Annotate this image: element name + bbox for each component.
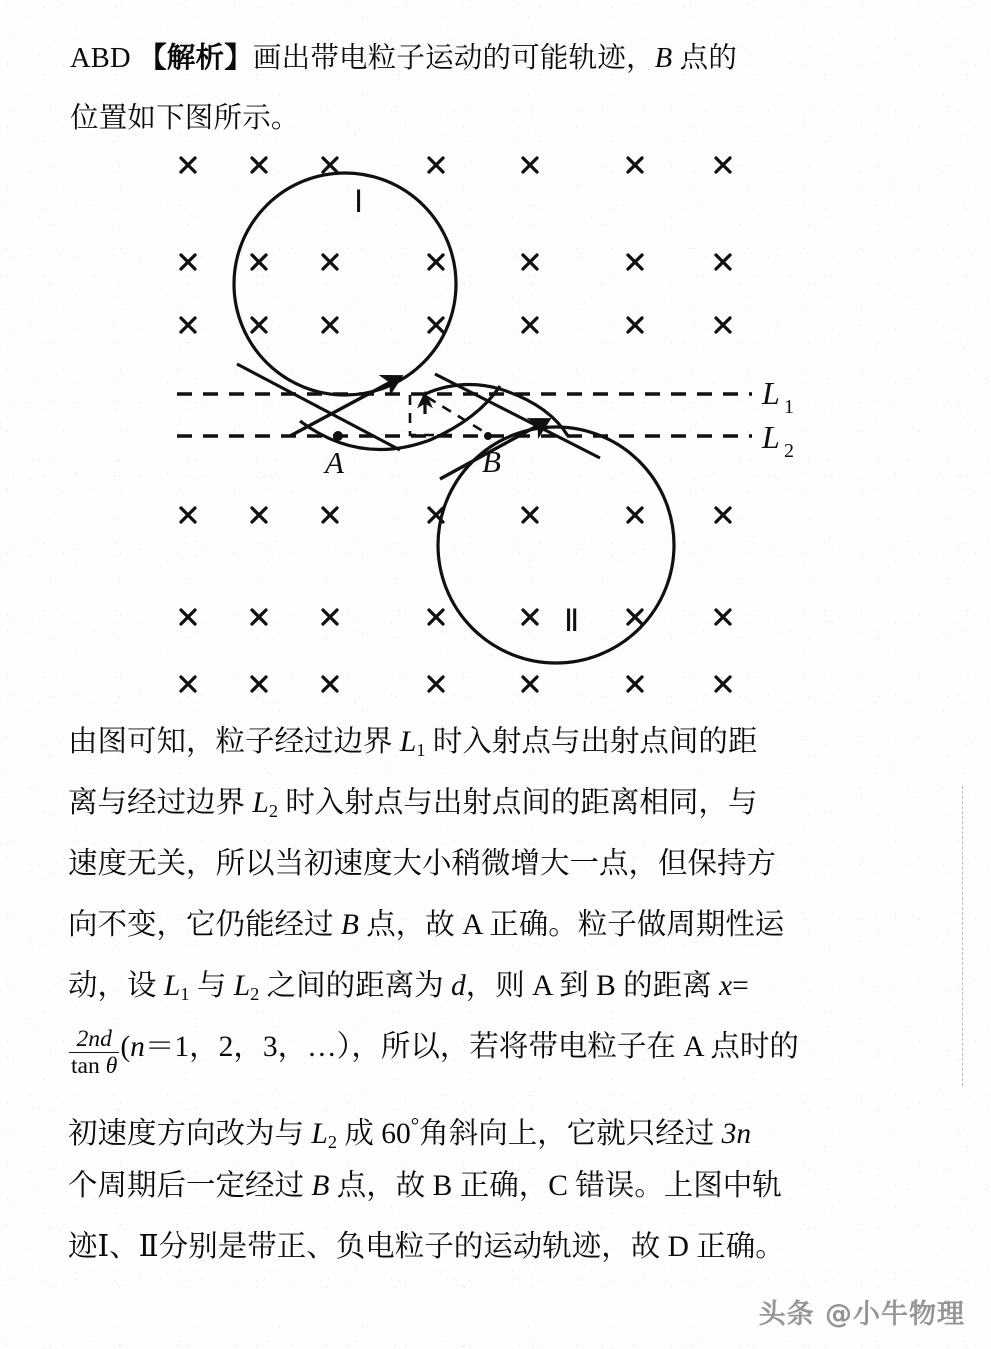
answer-key: ABD — [70, 43, 131, 74]
field-cross-icon — [181, 158, 195, 172]
field-cross-icon — [252, 677, 266, 691]
math-symbol: B — [311, 1170, 330, 1202]
text-run: 由图可知，粒子经过边界 — [68, 726, 400, 758]
text-run: = — [732, 970, 749, 1002]
math-symbol: L — [163, 970, 181, 1002]
text-run: 成 60 — [336, 1118, 411, 1151]
intro-line-2: 位置如下图所示。 — [70, 103, 300, 134]
text-run: ( — [120, 1031, 131, 1063]
intro-line-1-tail: 点的 — [672, 43, 738, 74]
text-run: 时入射点与出射点间的距 — [425, 726, 758, 758]
text-run: 个周期后一定经过 — [68, 1170, 312, 1202]
intro-paragraph — [70, 38, 737, 140]
text-run: 点，故 A 正确。粒子做周期性运 — [358, 909, 785, 941]
explanation-line-1 — [68, 712, 948, 773]
text-run: 之间的距离为 — [259, 970, 452, 1002]
field-cross-icon — [628, 677, 642, 691]
field-cross-icon — [523, 318, 537, 332]
field-cross-icon — [181, 508, 195, 522]
field-cross-icon — [429, 318, 443, 332]
page-margin-rule — [962, 786, 963, 1086]
field-cross-icon — [323, 677, 337, 691]
math-symbol: L — [233, 970, 251, 1002]
math-symbol: L — [311, 1118, 328, 1151]
subscript: 1 — [180, 984, 190, 1005]
point-A-marker — [333, 431, 343, 441]
watermark: 头条 @小牛物理 — [758, 1299, 965, 1330]
explanation-line-3 — [68, 834, 948, 895]
math-symbol: n — [130, 1031, 145, 1063]
subscript: 2 — [250, 984, 260, 1005]
field-cross-icon — [716, 610, 730, 624]
distance-formula-fraction — [69, 1027, 119, 1078]
field-cross-icon — [523, 677, 537, 691]
field-cross-icon — [716, 677, 730, 691]
text-run: ＝1，2，3，…），所以，若将带电粒子在 A 点时的 — [144, 1031, 799, 1063]
field-cross-icon — [628, 255, 642, 269]
text-run: 点，故 B 正确，C 错误。上图中轨 — [329, 1170, 782, 1202]
label-point-A: A — [325, 445, 344, 480]
field-cross-icon — [523, 255, 537, 269]
right-angle-marker — [410, 395, 452, 435]
intro-point-b: B — [654, 43, 673, 74]
field-cross-icon — [323, 610, 337, 624]
field-cross-icon — [628, 610, 642, 624]
field-cross-icon — [252, 610, 266, 624]
boundary-lines — [177, 394, 752, 436]
field-cross-icon — [181, 610, 195, 624]
field-cross-icon — [429, 158, 443, 172]
field-cross-icon — [181, 677, 195, 691]
text-run: 向不变，它仍能经过 — [68, 909, 341, 941]
field-cross-icon — [429, 677, 443, 691]
analysis-label: 【解析】 — [138, 43, 253, 74]
label-trajectory-II: Ⅱ — [564, 603, 580, 638]
label-point-B: B — [482, 444, 501, 479]
text-run: ，则 A 到 B 的距离 — [465, 970, 720, 1002]
intro-line-1-rest: 画出带电粒子运动的可能轨迹， — [252, 43, 655, 74]
svg-text:2: 2 — [784, 440, 794, 462]
fraction-numerator: 2nd — [76, 1026, 112, 1053]
field-cross-icon — [523, 508, 537, 522]
label-boundary-L1 — [761, 375, 794, 418]
field-cross-icon — [523, 158, 537, 172]
intro-line-1 — [70, 38, 737, 80]
text-run: 时入射点与出射点间的距离相同，与 — [277, 787, 758, 819]
field-cross-icon — [181, 255, 195, 269]
math-symbol: d — [451, 970, 466, 1002]
text-run: 离与经过边界 — [68, 787, 253, 819]
text-run: 动，设 — [68, 970, 164, 1002]
math-symbol: L — [252, 787, 269, 819]
field-cross-icon — [628, 508, 642, 522]
physics-diagram — [0, 136, 991, 711]
field-cross-icon — [252, 318, 266, 332]
math-symbol: B — [340, 909, 359, 941]
point-B-marker — [484, 432, 492, 440]
degree-sign: ° — [410, 1113, 420, 1137]
subscript: 1 — [416, 740, 426, 761]
svg-text:1: 1 — [784, 396, 794, 418]
svg-text:L: L — [762, 419, 780, 455]
explanation-line-4 — [68, 895, 948, 956]
field-cross-icon — [252, 158, 266, 172]
field-cross-icon — [628, 158, 642, 172]
field-cross-icon — [429, 610, 443, 624]
label-boundary-L2 — [761, 419, 794, 462]
field-cross-icon — [523, 610, 537, 624]
explanation-line-6 — [68, 1017, 948, 1095]
field-cross-icon — [716, 158, 730, 172]
velocity-ray-at-A — [290, 377, 400, 436]
explanation-line-8 — [68, 1156, 948, 1217]
text-run: 角斜向上，它就只经过 — [419, 1118, 722, 1151]
explanation-line-2 — [68, 773, 948, 834]
field-cross-icon — [716, 508, 730, 522]
field-cross-icon — [429, 255, 443, 269]
field-cross-icon — [181, 318, 195, 332]
explanation-line-7 — [68, 1095, 948, 1156]
trajectory-circle-I — [234, 173, 456, 395]
fraction-denominator: tan θ — [71, 1052, 118, 1079]
explanation-body — [68, 712, 948, 1278]
explanation-line-9 — [68, 1217, 948, 1278]
field-cross-icon — [628, 318, 642, 332]
field-cross-icon — [323, 255, 337, 269]
magnetic-field-cross-grid — [181, 158, 730, 691]
math-symbol: 3n — [721, 1118, 752, 1151]
text-run: 与 — [189, 970, 234, 1002]
field-cross-icon — [252, 508, 266, 522]
field-cross-icon — [323, 158, 337, 172]
field-cross-icon — [716, 255, 730, 269]
svg-text:L: L — [762, 375, 780, 411]
text-run: 速度无关，所以当初速度大小稍微增大一点，但保持方 — [68, 848, 777, 880]
text-run: 迹Ⅰ、Ⅱ分别是带正、负电粒子的运动轨迹，故 D 正确。 — [68, 1231, 785, 1263]
math-symbol: L — [399, 726, 417, 758]
field-cross-icon — [323, 318, 337, 332]
label-trajectory-I: Ⅰ — [354, 184, 364, 219]
explanation-line-5 — [68, 956, 948, 1017]
math-symbol: x — [719, 970, 733, 1002]
subscript: 2 — [268, 801, 278, 822]
field-cross-icon — [252, 255, 266, 269]
text-run: 初速度方向改为与 — [68, 1118, 312, 1151]
field-cross-icon — [323, 508, 337, 522]
subscript: 2 — [327, 1132, 337, 1153]
field-cross-icon — [716, 318, 730, 332]
